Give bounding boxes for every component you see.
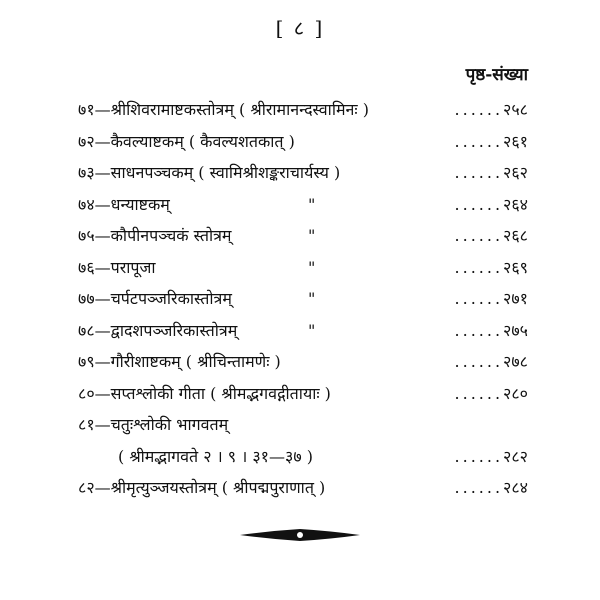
ornament-divider bbox=[238, 525, 362, 545]
entry-number: ७५— bbox=[78, 226, 111, 245]
toc-entry-78 bbox=[78, 315, 528, 347]
entry-source: ( श्रीमद्भागवते २ । ९ । ३१—३७ ) bbox=[118, 446, 313, 466]
toc-entry-79 bbox=[78, 346, 528, 378]
entry-number: ८२— bbox=[78, 478, 111, 497]
ditto-mark: " bbox=[308, 289, 316, 308]
toc-entry-77 bbox=[78, 283, 528, 315]
leader-dots: ...... bbox=[454, 446, 504, 466]
leader-dots: ...... bbox=[454, 383, 504, 403]
leader-dots: ...... bbox=[454, 226, 504, 245]
toc-entry-73 bbox=[78, 157, 528, 189]
entry-page-number: २६९ bbox=[503, 257, 528, 277]
entry-title: गौरीशाष्टकम् ( श्रीचिन्तामणेः ) bbox=[110, 352, 281, 371]
entry-title: चतुःश्लोकी भागवतम् bbox=[110, 415, 229, 434]
toc-entry-82 bbox=[78, 472, 528, 504]
entry-title: चर्पटपञ्जरिकास्तोत्रम् bbox=[110, 289, 232, 308]
entry-page bbox=[455, 189, 528, 221]
entry-page bbox=[455, 315, 528, 347]
entry-page-number: २८० bbox=[503, 383, 528, 403]
ditto-mark: " bbox=[308, 226, 316, 245]
entry-page-number: २५८ bbox=[503, 100, 528, 119]
leader-dots: ...... bbox=[454, 478, 504, 497]
entry-number: ७४— bbox=[78, 194, 111, 214]
toc-entry-80 bbox=[78, 378, 528, 410]
entry-page-number: २८४ bbox=[503, 478, 528, 497]
entry-page bbox=[455, 346, 528, 378]
page-count-header: पृष्ठ-संख्या bbox=[465, 65, 528, 85]
ditto-mark: " bbox=[308, 320, 316, 340]
entry-title: श्रीशिवरामाष्टकस्तोत्रम् ( श्रीरामानन्दस्वामिनः ) bbox=[110, 100, 369, 119]
page-number: [ ८ ] bbox=[275, 16, 325, 40]
leader-dots: ...... bbox=[454, 320, 504, 340]
entry-number: ७३— bbox=[78, 163, 111, 182]
toc-entry-75 bbox=[78, 220, 528, 252]
entry-page-number: २७५ bbox=[503, 320, 528, 340]
entry-title: कैवल्याष्टकम् ( कैवल्यशतकात् ) bbox=[110, 131, 295, 151]
entry-title: धन्याष्टकम् bbox=[110, 194, 170, 214]
entry-number: ७९— bbox=[78, 352, 111, 371]
entry-number: ७२— bbox=[78, 131, 111, 151]
entry-page-number: २६२ bbox=[503, 163, 528, 182]
entry-title: सप्तश्लोकी गीता ( श्रीमद्भगवद्गीतायाः ) bbox=[110, 383, 331, 403]
leader-dots: ...... bbox=[454, 163, 504, 182]
entry-page-number: २६१ bbox=[503, 131, 528, 151]
toc-entry-81 bbox=[78, 409, 528, 441]
entry-page-number: २६८ bbox=[503, 226, 528, 245]
ditto-mark: " bbox=[308, 257, 316, 277]
leader-dots: ...... bbox=[454, 100, 504, 119]
entry-title: श्रीमृत्युञ्जयस्तोत्रम् ( श्रीपद्मपुराणात् ) bbox=[110, 478, 326, 497]
entry-number: ७७— bbox=[78, 289, 111, 308]
entry-number: ७६— bbox=[78, 257, 111, 277]
toc-entry-81-source bbox=[78, 441, 528, 473]
table-of-contents bbox=[78, 94, 528, 504]
entry-number: ७१— bbox=[78, 100, 111, 119]
leader-dots: ...... bbox=[454, 131, 504, 151]
entry-page bbox=[455, 378, 528, 410]
leader-dots: ...... bbox=[454, 352, 504, 371]
ditto-mark: " bbox=[308, 194, 316, 214]
entry-page-number: २७१ bbox=[503, 289, 528, 308]
entry-page bbox=[455, 283, 528, 315]
toc-entry-71 bbox=[78, 94, 528, 126]
entry-number: ८०— bbox=[78, 383, 111, 403]
toc-entry-72 bbox=[78, 126, 528, 158]
entry-page bbox=[455, 94, 528, 126]
entry-page-number: २६४ bbox=[503, 194, 528, 214]
entry-page bbox=[455, 126, 528, 158]
entry-title: साधनपञ्चकम् ( स्वामिश्रीशङ्कराचार्यस्य ) bbox=[110, 163, 341, 182]
entry-page bbox=[455, 252, 528, 284]
entry-title: कौपीनपञ्चकं स्तोत्रम् bbox=[110, 226, 232, 245]
entry-page bbox=[455, 220, 528, 252]
entry-page-number: २८२ bbox=[503, 446, 528, 466]
entry-title: द्वादशपञ्जरिकास्तोत्रम् bbox=[110, 320, 238, 340]
entry-page bbox=[455, 157, 528, 189]
leader-dots: ...... bbox=[454, 257, 504, 277]
toc-entry-76 bbox=[78, 252, 528, 284]
entry-title: परापूजा bbox=[110, 257, 156, 277]
leader-dots: ...... bbox=[454, 289, 504, 308]
entry-page bbox=[455, 472, 528, 504]
toc-entry-74 bbox=[78, 189, 528, 221]
entry-number: ७८— bbox=[78, 320, 111, 340]
entry-number: ८१— bbox=[78, 415, 111, 434]
entry-page bbox=[455, 441, 528, 473]
leader-dots: ...... bbox=[454, 194, 504, 214]
entry-page-number: २७८ bbox=[503, 352, 528, 371]
